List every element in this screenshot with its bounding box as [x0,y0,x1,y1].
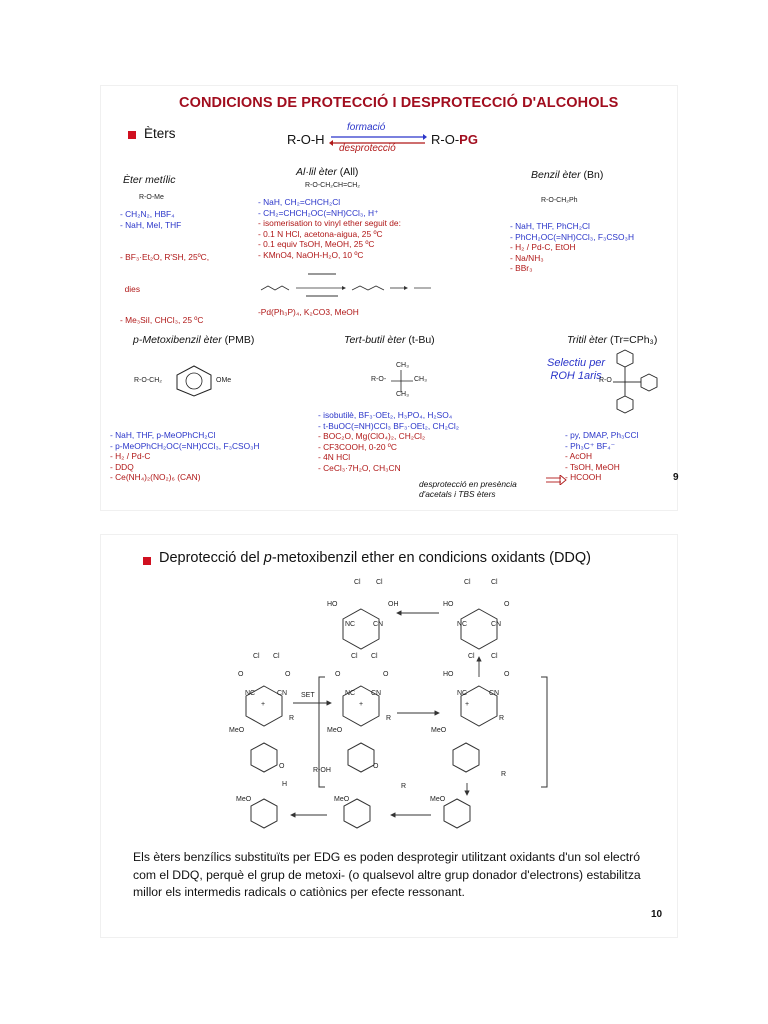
pmb-heading [133,334,254,346]
title-italic: p [263,550,272,566]
list-item: - Me₃SiI, CHCl₃, 25 ºC [120,315,204,325]
list-item: - BF₃·Et₂O, R'SH, 25ºC, [120,252,210,262]
pmb-name: p-Metoxibenzil èter [133,334,222,346]
scheme-formation: formació [347,122,386,133]
label-cl: Cl [376,579,383,586]
pmb-abbr: (PMB) [224,334,255,346]
label-cl: Cl [464,579,471,586]
benzyl-protect-list [510,221,634,242]
benzyl-heading [531,169,603,181]
scheme-right-pg: PG [459,132,478,147]
label-plus: + [261,701,266,708]
tbu-name: Tert-butil èter [344,334,406,346]
label-oh: OH [388,601,399,608]
list-item: - isomerisation to vinyl ether seguit de: [258,218,401,228]
allyl-deprotect-list [258,218,401,260]
title-pre: Deprotecció del [159,550,264,566]
label-meo: MeO [431,727,447,734]
tbu-deprotect-list [318,431,425,473]
selective-line: ROH 1aris [550,370,602,382]
label-o: O [504,671,510,678]
slide-title: CONDICIONS DE PROTECCIÓ I DESPROTECCIÓ D'ALCOHOLS [179,95,619,111]
slide-title [159,550,591,566]
methyl-formula: R-O-Me [139,194,164,201]
label-plus: + [465,701,470,708]
trityl-name: Tritil èter [567,334,608,346]
section-heading: Èters [144,126,176,141]
pmb-protect-list [110,430,260,451]
list-item: - CeCl₃·7H₂O, CH₃CN [318,462,401,473]
label-plus: + [359,701,364,708]
trityl-protect-list [565,430,638,451]
label-nc: NC [457,690,468,697]
label-cl: Cl [354,579,361,586]
label-h: H [282,781,288,788]
label-o: O [238,671,244,678]
list-item: - TsOH, MeOH [565,461,620,472]
benzyl-formula: R-O-CH₂Ph [541,197,578,204]
allyl-formula: R-O-CH₂CH=CH₂ [305,182,361,189]
list-item: - BBr₃ [510,263,533,273]
benzyl-deprotect-list [510,242,576,274]
slide-9 [101,86,677,510]
isomerisation-scheme-image [256,266,441,304]
tbu-ch3-bottom: CH₃ [396,391,409,398]
scheme-right-prefix: R-O- [431,132,460,147]
label-cn: CN [373,621,384,628]
allyl-protect-list [258,197,378,218]
list-item: - 0.1 equiv TsOH, MeOH, 25 ºC [258,239,375,249]
list-item: - AcOH [565,451,592,461]
label-o: O [373,763,379,770]
list-item: - NaH, MeI, THF [120,219,182,230]
label-meo: MeO [334,796,350,803]
label-cl: Cl [351,653,358,660]
list-item: - CH₂=CHCH₂OC(=NH)CCl₃, H⁺ [258,207,379,218]
label-cl: Cl [468,653,475,660]
label-o: O [279,763,285,770]
label-cl: Cl [273,653,280,660]
label-cl: Cl [491,653,498,660]
list-item: - t-BuOC(=NH)CCl₃ BF₃·OEt₂, CH₂Cl₂ [318,420,460,431]
label-cn: CN [489,690,500,697]
list-item: - Ph₃C⁺ BF₄⁻ [565,440,616,451]
list-item: - NaH, THF, p-MeOPhCH₂Cl [110,430,216,440]
tbu-formula-r: R-O- [371,376,387,383]
tbu-ch3-top: CH₃ [396,362,409,369]
benzene-ring-icon [171,364,217,398]
label-ho: HO [443,601,454,608]
selective-line: Selectiu per [547,357,606,369]
label-r: R [499,715,505,722]
label-roh: R-OH [313,767,331,774]
scheme-deprotection: desprotecció [339,143,396,154]
label-cn: CN [277,690,288,697]
tbu-note [419,479,517,499]
list-item: - CF3COOH, 0-20 ºC [318,441,397,452]
label-meo: MeO [236,796,252,803]
label-cl: Cl [491,579,498,586]
benzyl-abbr: (Bn) [583,169,604,181]
allyl-abbr: (All) [339,166,359,178]
list-item: - NaH, CH₂=CHCH₂Cl [258,197,341,207]
tbu-ch3-right: CH₃ [414,376,427,383]
list-item: dies [120,283,141,294]
label-o: O [383,671,389,678]
label-r: R [501,771,507,778]
label-nc: NC [245,690,256,697]
page-number: 9 [673,472,679,483]
label-meo: MeO [327,727,343,734]
benzyl-name: Benzil èter [531,169,581,181]
methyl-deprotect-list [120,231,209,347]
trityl-formula: R-O [599,377,612,384]
list-item: - PhCH₂OC(=NH)CCl₃, F₃CSO₃H [510,231,634,242]
label-o: O [335,671,341,678]
tbu-heading [344,334,435,346]
label-ho: HO [443,671,454,678]
label-r: R [289,715,295,722]
label-ho: HO [327,601,338,608]
slide-10 [101,535,677,937]
list-item: - H₂ / Pd-C [110,451,151,461]
label-set: SET [301,692,315,699]
list-item: - NaH, THF, PhCH₂Cl [510,221,590,231]
list-item: - Na/NH₃ [510,252,544,263]
label-nc: NC [457,621,468,628]
methyl-protect-list [120,209,181,230]
label-cl: Cl [371,653,378,660]
note-line: desprotecció en presència [419,479,517,489]
list-item: - Ce(NH₄)₂(NO₂)₆ (CAN) [110,472,201,482]
label-o: O [504,601,510,608]
list-item: - p-MeOPhCH₂OC(=NH)CCl₃, F₃CSO₃H [110,440,260,451]
list-item: - H₂ / Pd-C, EtOH [510,242,576,252]
bullet-icon [128,131,136,139]
label-cl: Cl [253,653,260,660]
label-r: R [386,715,392,722]
label-meo: MeO [430,796,446,803]
pmb-formula-left: R-O-CH₂ [134,377,162,384]
list-item: - py, DMAP, Ph₃CCl [565,430,639,440]
label-nc: NC [345,621,356,628]
pmb-deprotect-list [110,451,201,483]
label-meo: MeO [229,727,245,734]
list-item: - DDQ [110,461,134,472]
arrow-right-icon [545,475,567,485]
page-number: 10 [651,909,663,920]
label-o: O [285,671,291,678]
scheme-left: R-O-H [287,132,325,147]
ddq-mechanism-diagram [101,573,677,843]
list-item: - CH₂N₂, HBF₄ [120,209,175,219]
allyl-name: Al·lil èter [296,166,337,178]
list-item: - 4N HCl [318,452,351,462]
label-r: R [401,783,407,790]
trityl-deprotect-list [565,451,620,483]
tbu-protect-list [318,410,459,431]
list-item: - KMnO4, NaOH-H₂O, 10 ºC [258,249,364,260]
allyl-heading [296,166,358,178]
scheme-right [431,132,478,147]
label-nc: NC [345,690,356,697]
list-item: - 0.1 N HCl, acetona-aigua, 25 ºC [258,228,383,239]
title-post: -metoxibenzil ether en condicions oxidants (DDQ) [271,550,592,566]
pmb-formula-right: OMe [216,377,232,384]
trityl-heading [567,334,657,346]
tbu-abbr: (t-Bu) [408,334,435,346]
label-cn: CN [491,621,502,628]
trityl-abbr: (Tr=CPh₃) [609,334,658,346]
bullet-icon [143,557,151,565]
allyl-pd: -Pd(Ph₃P)₄, K₂CO3, MeOH [258,307,359,317]
list-item: - BOC₂O, Mg(ClO₄)₂, CH₂Cl₂ [318,431,426,441]
note-line: d'acetals i TBS èters [419,489,496,499]
trityl-selective [547,357,605,383]
explanation-paragraph: Els èters benzílics substituïts per EDG es poden desprotegir utilitzant oxidants d'un sol electró com el DDQ, perquè el grup de metoxi- (o qualsevol altre grup donador d'electrons) estabilitza millor els intermedis radicals o catiònics per efecte ressonant. [133,850,641,899]
methyl-heading: Èter metílic [123,174,176,186]
list-item: - HCOOH [565,472,602,482]
label-cn: CN [371,690,382,697]
list-item: - isobutilè, BF₃·OEt₂, H₃PO₄, H₂SO₄ [318,410,453,420]
